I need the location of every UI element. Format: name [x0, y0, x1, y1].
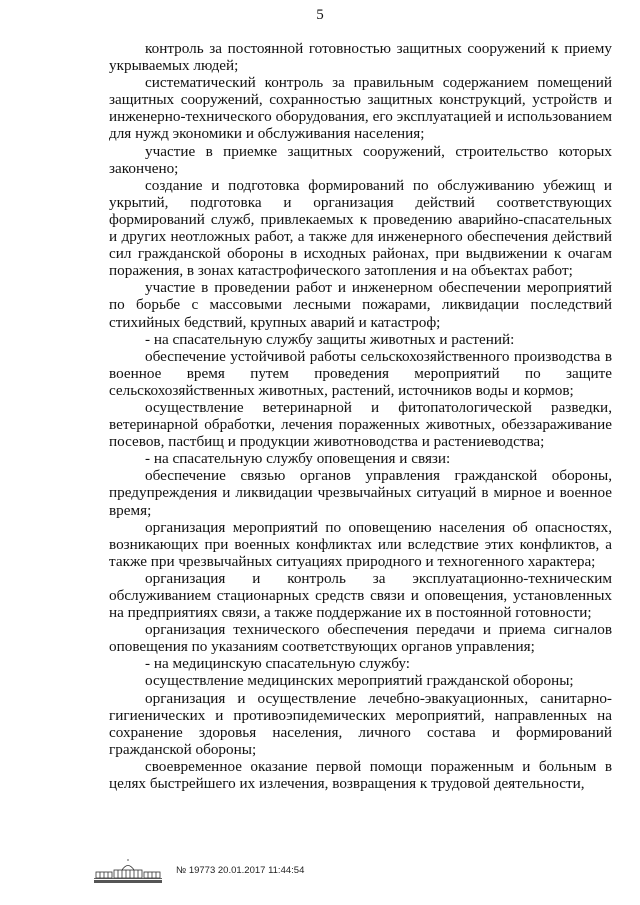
- paragraph: участие в приемке защитных сооружений, строительство которых закончено;: [109, 142, 612, 177]
- document-body: [109, 40, 612, 792]
- paragraph: создание и подготовка формирований по обслуживанию убежищ и укрытий, подготовка и организация действий соответствующих формирований служб, привлекаемых к проведению аварийно-спасательных и других неотложных работ, а также для инженерного обеспечения действий сил гражданской обороны в исходных районах, при выдвижении к очагам поражения, в зонах катастрофического затопления и на объектах работ;: [109, 176, 612, 280]
- page-number: 5: [316, 7, 324, 23]
- section-heading: - на медицинскую спасательную службу:: [145, 655, 410, 673]
- building-stamp-icon: [92, 858, 164, 884]
- paragraph: организация и осуществление лечебно-эвакуационных, санитарно-гигиенических и противоэпидемических мероприятий, направленных на сохранение здоровья населения, личного состава и формирований гражданской обороны;: [109, 689, 612, 758]
- paragraph: систематический контроль за правильным содержанием помещений защитных сооружений, сохранностью защитных конструкций, устройств и инженерно-технического оборудования, его эксплуатацией и использованием для нужд экономики и обслуживания населения;: [109, 74, 612, 143]
- paragraph: организация технического обеспечения передачи и приема сигналов оповещения по указаниям соответствующих органов управления;: [109, 621, 612, 656]
- paragraph: обеспечение устойчивой работы сельскохозяйственного производства в военное время путем проведения мероприятий по защите сельскохозяйственных животных, растений, источников воды и кормов;: [109, 347, 612, 399]
- paragraph: осуществление медицинских мероприятий гражданской обороны;: [145, 672, 574, 690]
- paragraph: обеспечение связью органов управления гражданской обороны, предупреждения и ликвидации чрезвычайных ситуаций в мирное и военное время;: [109, 467, 612, 519]
- section-heading: - на спасательную службу оповещения и связи:: [145, 450, 451, 468]
- registration-footer: [92, 858, 392, 888]
- registration-stamp-text: № 19773 20.01.2017 11:44:54: [176, 865, 305, 876]
- paragraph: контроль за постоянной готовностью защитных сооружений к приему укрываемых людей;: [109, 40, 612, 75]
- section-heading: - на спасательную службу защиты животных и растений:: [145, 330, 515, 348]
- paragraph: организация мероприятий по оповещению населения об опасностях, возникающих при военных конфликтах или вследствие этих конфликтов, а также при чрезвычайных ситуациях природного и техногенного характера;: [109, 518, 612, 570]
- paragraph: своевременное оказание первой помощи пораженным и больным в целях быстрейшего их излечения, возвращения к трудовой деятельности,: [109, 757, 612, 793]
- paragraph: участие в проведении работ и инженерном обеспечении мероприятий по борьбе с массовыми лесными пожарами, ликвидации последствий стихийных бедствий, крупных аварий и катастроф;: [109, 279, 612, 331]
- paragraph: организация и контроль за эксплуатационно-техническим обслуживанием стационарных средств связи и оповещения, установленных на предприятиях связи, а также поддержание их в постоянной готовности;: [109, 569, 612, 622]
- paragraph: осуществление ветеринарной и фитопатологической разведки, ветеринарной обработки, лечения пораженных животных, обеззараживание посевов, пастбищ и продукции животноводства и растениеводства;: [109, 398, 612, 451]
